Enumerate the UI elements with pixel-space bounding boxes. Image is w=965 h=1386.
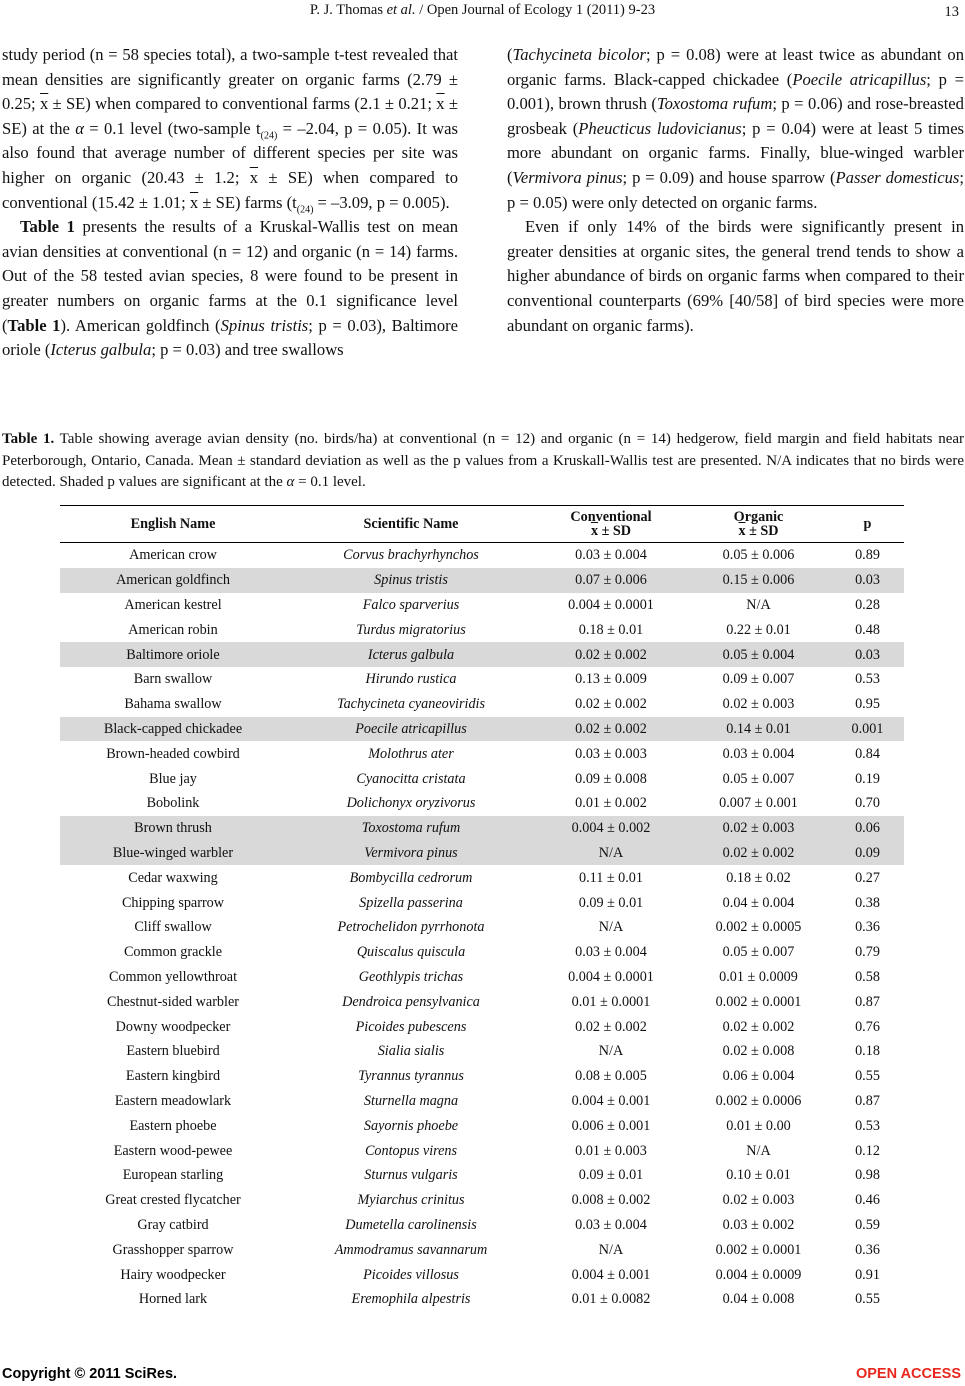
- english-name-cell: Bahama swallow: [124, 696, 222, 713]
- p-value-cell: 0.59: [855, 1216, 880, 1233]
- table-row: [60, 816, 904, 841]
- organic-density-cell: 0.09 ± 0.007: [722, 671, 795, 688]
- conventional-density-cell: 0.02 ± 0.002: [575, 1018, 647, 1035]
- english-name-cell: American robin: [128, 621, 218, 638]
- page-footer: [0, 1366, 965, 1386]
- table-row: [60, 1113, 904, 1138]
- english-name-cell: Eastern meadowlark: [114, 1092, 232, 1109]
- english-name-cell: Cedar waxwing: [128, 869, 218, 886]
- table-row: [60, 1237, 904, 1262]
- p-value-cell: 0.55: [855, 1291, 880, 1308]
- english-name-cell: Blue jay: [149, 770, 197, 787]
- conventional-density-cell: 0.01 ± 0.0001: [571, 993, 651, 1010]
- english-name-cell: Eastern bluebird: [126, 1043, 220, 1060]
- table-row: [60, 1188, 904, 1213]
- table-reference-link[interactable]: Table 1: [7, 315, 61, 335]
- right-column: [507, 43, 964, 338]
- p-value-cell: 0.79: [855, 944, 880, 961]
- scientific-name-cell: Sturnella magna: [363, 1092, 459, 1109]
- organic-density-cell: 0.05 ± 0.004: [686, 642, 831, 667]
- conventional-density-cell: 0.03 ± 0.004: [575, 944, 647, 961]
- english-name-cell: Downy woodpecker: [115, 1018, 231, 1035]
- table-row: [60, 1064, 904, 1089]
- english-name-cell: Chipping sparrow: [121, 894, 225, 911]
- scientific-name-cell: Falco sparverius: [362, 596, 460, 613]
- scientific-name-cell: Sialia sialis: [377, 1043, 445, 1060]
- conventional-density-cell: 0.004 ± 0.001: [571, 1266, 651, 1283]
- p-value-cell: 0.18: [855, 1043, 880, 1060]
- english-name-cell: American kestrel: [124, 596, 222, 613]
- header-organic: Organic $\overline{x}$ ± SD: [686, 506, 831, 543]
- english-name-cell: Grasshopper sparrow: [112, 1241, 234, 1258]
- english-name-cell: Cliff swallow: [134, 919, 212, 936]
- conventional-density-cell: 0.004 ± 0.0001: [568, 596, 654, 613]
- organic-density-cell: 0.03 ± 0.002: [722, 1216, 795, 1233]
- conventional-density-cell: 0.01 ± 0.0082: [571, 1291, 651, 1308]
- p-value-cell: 0.001: [831, 717, 904, 742]
- p-value-cell: 0.53: [855, 1117, 880, 1134]
- organic-density-cell: 0.002 ± 0.0006: [715, 1092, 802, 1109]
- running-title: [0, 0, 965, 20]
- english-name-cell: Hairy woodpecker: [120, 1266, 226, 1283]
- scientific-name-cell: Vermivora pinus: [286, 841, 536, 866]
- organic-density-cell: 0.02 ± 0.008: [722, 1043, 795, 1060]
- table-row: [60, 1213, 904, 1238]
- conventional-density-cell: 0.11 ± 0.01: [578, 869, 643, 886]
- p-value-cell: 0.84: [855, 745, 880, 762]
- page-number: 13: [944, 4, 959, 20]
- p-value-cell: 0.03: [831, 642, 904, 667]
- p-value-cell: 0.55: [855, 1068, 880, 1085]
- paragraph: Table 1 presents the results of a Kruskal-Wallis test on mean avian densities at conventional (n = 12) and organic (n = 14) farms. Out of the 58 tested avian species, 8 were found to be present in greater numbers on organic farms at the 0.1 significance level (Table 1). American goldfinch (Spinus tristis; p = 0.03), Baltimore oriole (Icterus galbula; p = 0.03) and tree swallows: [2, 217, 459, 360]
- scientific-name-cell: Petrochelidon pyrrhonota: [337, 919, 485, 936]
- table-row: [60, 1262, 904, 1287]
- p-value-cell: 0.58: [855, 968, 880, 985]
- table-row: [60, 841, 904, 866]
- scientific-name-cell: Icterus galbula: [286, 642, 536, 667]
- scientific-name-cell: Spizella passerina: [359, 894, 463, 911]
- scientific-name-cell: Sturnus vulgaris: [364, 1167, 458, 1184]
- table-row: [60, 717, 904, 742]
- english-name-cell: Brown-headed cowbird: [106, 745, 240, 762]
- conventional-density-cell: 0.03 ± 0.004: [575, 1216, 647, 1233]
- english-name-cell: Great crested flycatcher: [105, 1192, 241, 1209]
- scientific-name-cell: Toxostoma rufum: [286, 816, 536, 841]
- scientific-name-cell: Dumetella carolinensis: [345, 1216, 477, 1233]
- conventional-density-cell: 0.004 ± 0.001: [571, 1092, 651, 1109]
- english-name-cell: Common yellowthroat: [108, 968, 238, 985]
- table-row: [60, 1138, 904, 1163]
- conventional-density-cell: 0.09 ± 0.008: [575, 770, 647, 787]
- scientific-name-cell: Spinus tristis: [286, 568, 536, 593]
- conventional-density-cell: 0.008 ± 0.002: [571, 1192, 651, 1209]
- organic-density-cell: 0.04 ± 0.004: [722, 894, 795, 911]
- running-header: [0, 0, 965, 24]
- conventional-density-cell: N/A: [598, 1241, 624, 1258]
- p-value-cell: 0.06: [831, 816, 904, 841]
- table-row: [60, 568, 904, 593]
- organic-density-cell: 0.05 ± 0.007: [722, 770, 795, 787]
- scientific-name-cell: Sayornis phoebe: [363, 1117, 459, 1134]
- scientific-name-cell: Corvus brachyrhynchos: [343, 547, 479, 564]
- conventional-density-cell: 0.02 ± 0.002: [536, 642, 686, 667]
- scientific-name-cell: Tachycineta cyaneoviridis: [336, 696, 485, 713]
- organic-density-cell: 0.002 ± 0.0005: [715, 919, 802, 936]
- conventional-density-cell: N/A: [598, 1043, 624, 1060]
- p-value-cell: 0.38: [855, 894, 880, 911]
- table-caption: Table 1. Table showing average avian density (no. birds/ha) at conventional (n = 12) and organic (n = 14) hedgerow, field margin and field habitats near Peterborough, Ontario, Canada. Mean ± standard deviation as well as the p values from a Kruskall-Wallis test are presented. N/A indicates that no birds were detected. Shaded p values are significant at the α = 0.1 level.: [2, 431, 965, 490]
- scientific-name-cell: Eremophila alpestris: [351, 1291, 471, 1308]
- paragraph: study period (n = 58 species total), a two-sample t-test revealed that mean densities are significantly greater on organic farms (2.79 ± 0.25; $\overline{x} \pm SE$) when compared to conventional farms (2.1 ± 0.21; $\overline{x} \pm SE$) at the α = 0.1 level (two-sample $t_{(24)} = -2.04$, p = 0.05). It was also found that average number of different species per site was higher on organic (20.43 ± 1.2; $\overline{x} \pm SE$) when compared to conventional (15.42 ± 1.01; $\overline{x} \pm SE$) farms ($t_{(24)} = -3.09$, p = 0.005).: [2, 45, 458, 215]
- scientific-name-cell: Dendroica pensylvanica: [342, 993, 480, 1010]
- scientific-name-cell: Hirundo rustica: [365, 671, 457, 688]
- english-name-cell: Eastern kingbird: [125, 1068, 221, 1085]
- header-english-name: English Name: [60, 506, 286, 543]
- conventional-density-cell: 0.004 ± 0.002: [536, 816, 686, 841]
- header-etal: et al.: [386, 2, 416, 18]
- organic-density-cell: 0.14 ± 0.01: [686, 717, 831, 742]
- header-conventional: Conventional $\overline{x}$ ± SD: [536, 506, 686, 543]
- scientific-name-cell: Turdus migratorius: [356, 621, 466, 638]
- conventional-density-cell: 0.09 ± 0.01: [578, 894, 644, 911]
- conventional-density-cell: 0.006 ± 0.001: [571, 1117, 651, 1134]
- scientific-name-cell: Picoides villosus: [363, 1266, 459, 1283]
- organic-density-cell: N/A: [746, 1142, 771, 1159]
- organic-density-cell: 0.15 ± 0.006: [686, 568, 831, 593]
- organic-density-cell: 0.05 ± 0.007: [722, 944, 795, 961]
- table-header-row: [60, 506, 904, 543]
- p-value-cell: 0.87: [855, 993, 880, 1010]
- conventional-density-cell: 0.004 ± 0.0001: [568, 968, 654, 985]
- paragraph: (Tachycineta bicolor; p = 0.08) were at least twice as abundant on organic farms. Black-capped chickadee (Poecile atricapillus; p = 0.001), brown thrush (Toxostoma rufum; p = 0.06) and rose-breasted grosbeak (Pheucticus ludovicianus; p = 0.04) were at least 5 times more abundant on organic farms. Finally, blue-winged warbler (Vermivora pinus; p = 0.09) and house sparrow (Passer domesticus; p = 0.05) were only detected on organic farms.: [507, 45, 965, 212]
- p-value-cell: 0.53: [855, 671, 880, 688]
- english-name-cell: Blue-winged warbler: [60, 841, 286, 866]
- avian-density-table: [60, 505, 904, 1312]
- conventional-density-cell: 0.03 ± 0.004: [575, 547, 647, 564]
- scientific-name-cell: Quiscalus quiscula: [356, 944, 466, 961]
- table-row: [60, 667, 904, 692]
- organic-density-cell: 0.002 ± 0.0001: [715, 1241, 802, 1258]
- table-reference-link[interactable]: Table 1: [20, 217, 75, 237]
- p-value-cell: 0.12: [855, 1142, 880, 1159]
- scientific-name-cell: Ammodramus savannarum: [334, 1241, 488, 1258]
- organic-density-cell: 0.002 ± 0.0001: [715, 993, 802, 1010]
- table-row: [60, 890, 904, 915]
- table-row: [60, 791, 904, 816]
- organic-density-cell: 0.02 ± 0.003: [686, 816, 831, 841]
- p-value-cell: 0.48: [855, 621, 880, 638]
- english-name-cell: Black-capped chickadee: [60, 717, 286, 742]
- organic-density-cell: 0.007 ± 0.001: [719, 795, 798, 812]
- organic-density-cell: 0.05 ± 0.006: [722, 547, 795, 564]
- left-column: [2, 43, 458, 363]
- table-row: [60, 543, 904, 568]
- p-value-cell: 0.28: [855, 596, 880, 613]
- conventional-density-cell: 0.13 ± 0.009: [575, 671, 647, 688]
- table-row: [60, 915, 904, 940]
- p-value-cell: 0.36: [855, 919, 880, 936]
- organic-density-cell: 0.02 ± 0.003: [722, 696, 795, 713]
- scientific-name-cell: Bombycilla cedrorum: [349, 869, 473, 886]
- p-value-cell: 0.98: [855, 1167, 880, 1184]
- table-row: [60, 741, 904, 766]
- p-value-cell: 0.91: [855, 1266, 880, 1283]
- p-value-cell: 0.70: [855, 795, 880, 812]
- organic-density-cell: 0.004 ± 0.0009: [715, 1266, 802, 1283]
- english-name-cell: Common grackle: [123, 944, 223, 961]
- scientific-name-cell: Myiarchus crinitus: [357, 1192, 465, 1209]
- scientific-name-cell: Geothlypis trichas: [358, 968, 464, 985]
- english-name-cell: Bobolink: [146, 795, 200, 812]
- table-row: [60, 642, 904, 667]
- conventional-density-cell: 0.18 ± 0.01: [578, 621, 644, 638]
- organic-density-cell: 0.02 ± 0.003: [722, 1192, 795, 1209]
- table-row: [60, 1089, 904, 1114]
- organic-density-cell: 0.10 ± 0.01: [726, 1167, 791, 1184]
- english-name-cell: Brown thrush: [60, 816, 286, 841]
- organic-density-cell: 0.02 ± 0.002: [722, 1018, 795, 1035]
- organic-density-cell: 0.01 ± 0.00: [726, 1117, 791, 1134]
- conventional-density-cell: 0.08 ± 0.005: [575, 1068, 647, 1085]
- open-access-label: OPEN ACCESS: [855, 1366, 961, 1382]
- english-name-cell: Chestnut-sided warbler: [107, 993, 239, 1010]
- organic-density-cell: 0.02 ± 0.002: [686, 841, 831, 866]
- p-value-cell: 0.95: [855, 696, 880, 713]
- table-row: [60, 593, 904, 618]
- conventional-density-cell: 0.03 ± 0.003: [575, 745, 647, 762]
- p-value-cell: 0.46: [855, 1192, 880, 1209]
- english-name-cell: Eastern phoebe: [129, 1117, 217, 1134]
- table-row: [60, 940, 904, 965]
- p-value-cell: 0.36: [855, 1241, 880, 1258]
- table-row: [60, 766, 904, 791]
- organic-density-cell: 0.01 ± 0.0009: [719, 968, 798, 985]
- conventional-density-cell: 0.02 ± 0.002: [575, 696, 647, 713]
- conventional-density-cell: N/A: [598, 919, 624, 936]
- scientific-name-cell: Contopus virens: [364, 1142, 458, 1159]
- organic-density-cell: 0.04 ± 0.008: [722, 1291, 795, 1308]
- table-row: [60, 617, 904, 642]
- p-value-cell: 0.19: [855, 770, 880, 787]
- caption-label: Table 1.: [2, 431, 55, 447]
- conventional-density-cell: N/A: [536, 841, 686, 866]
- conventional-density-cell: 0.09 ± 0.01: [578, 1167, 644, 1184]
- organic-density-cell: 0.06 ± 0.004: [722, 1068, 795, 1085]
- p-value-cell: 0.09: [831, 841, 904, 866]
- p-value-cell: 0.27: [855, 869, 880, 886]
- english-name-cell: Baltimore oriole: [60, 642, 286, 667]
- table-row: [60, 1039, 904, 1064]
- p-value-cell: 0.89: [855, 547, 880, 564]
- table-row: [60, 1014, 904, 1039]
- conventional-density-cell: 0.01 ± 0.002: [575, 795, 647, 812]
- english-name-cell: Horned lark: [138, 1291, 208, 1308]
- organic-density-cell: 0.03 ± 0.004: [722, 745, 795, 762]
- english-name-cell: European starling: [122, 1167, 224, 1184]
- organic-density-cell: N/A: [746, 596, 771, 613]
- english-name-cell: American goldfinch: [60, 568, 286, 593]
- table-body: [60, 543, 904, 1312]
- header-scientific-name: Scientific Name: [286, 506, 536, 543]
- table-row: [60, 1287, 904, 1312]
- table-row: [60, 865, 904, 890]
- conventional-density-cell: 0.01 ± 0.003: [575, 1142, 647, 1159]
- conventional-density-cell: 0.02 ± 0.002: [536, 717, 686, 742]
- scientific-name-cell: Tyrannus tyrannus: [358, 1068, 464, 1085]
- scientific-name-cell: Poecile atricapillus: [286, 717, 536, 742]
- english-name-cell: Gray catbird: [137, 1216, 209, 1233]
- organic-density-cell: 0.18 ± 0.02: [726, 869, 791, 886]
- header-authors: P. J. Thomas: [309, 2, 383, 18]
- paragraph: Even if only 14% of the birds were significantly present in greater densities at organic sites, the general trend tends to show a higher abundance of birds on organic farms when compared to their conventional counterparts (69% [40/58] of bird species were more abundant on organic farms).: [507, 217, 964, 335]
- header-p-value: p: [831, 506, 904, 543]
- copyright-notice: Copyright © 2011 SciRes.: [2, 1366, 178, 1382]
- conventional-density-cell: 0.07 ± 0.006: [536, 568, 686, 593]
- scientific-name-cell: Dolichonyx oryzivorus: [346, 795, 476, 812]
- english-name-cell: Eastern wood-pewee: [113, 1142, 233, 1159]
- scientific-name-cell: Picoides pubescens: [355, 1018, 467, 1035]
- p-value-cell: 0.76: [855, 1018, 880, 1035]
- scientific-name-cell: Molothrus ater: [368, 745, 454, 762]
- table-row: [60, 692, 904, 717]
- organic-density-cell: 0.22 ± 0.01: [726, 621, 791, 638]
- p-value-cell: 0.87: [855, 1092, 880, 1109]
- p-value-cell: 0.03: [831, 568, 904, 593]
- table-row: [60, 1163, 904, 1188]
- english-name-cell: Barn swallow: [133, 671, 213, 688]
- table-row: [60, 989, 904, 1014]
- table-row: [60, 965, 904, 990]
- scientific-name-cell: Cyanocitta cristata: [356, 770, 466, 787]
- english-name-cell: American crow: [129, 547, 217, 564]
- header-journal: / Open Journal of Ecology 1 (2011) 9-23: [419, 2, 656, 18]
